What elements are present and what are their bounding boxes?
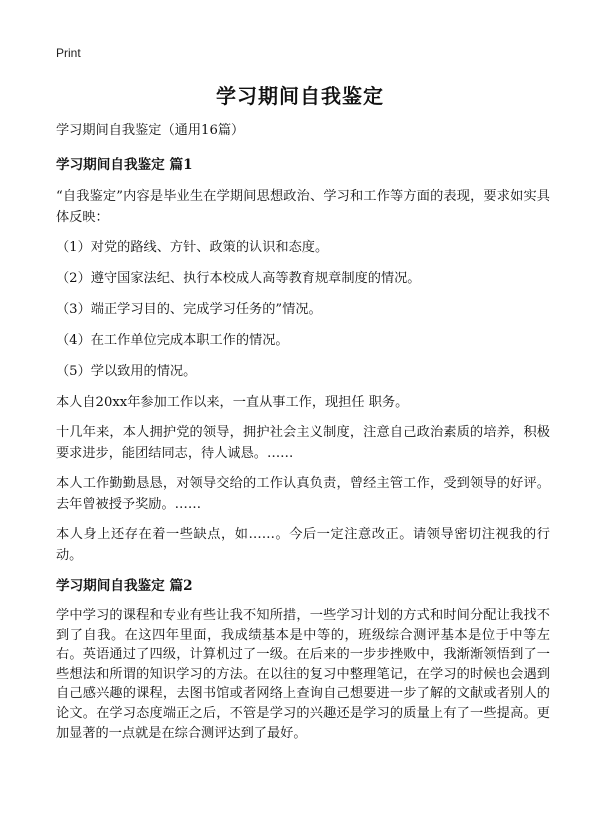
list-item: （3）端正学习目的、完成学习任务的”情况。 (56, 302, 322, 317)
paragraph: 十几年来，本人拥护党的领导，拥护社会主义制度，注意自己政治素质的培养，积极要求进步，能团结同志，待人诚恳。…… (56, 425, 550, 461)
section-heading: 学习期间自我鉴定 篇2 (56, 578, 193, 594)
paragraph: “自我鉴定”内容是毕业生在学期间思想政治、学习和工作等方面的表现，要求如实具体反映： (56, 189, 550, 225)
section-2 (56, 576, 550, 743)
document-title: 学习期间自我鉴定 (216, 84, 384, 108)
list-item: （4）在工作单位完成本职工作的情况。 (56, 333, 289, 348)
document-body (56, 120, 550, 752)
paragraph: 本人身上还存在着一些缺点，如……。今后一定注意改正。请领导密切注视我的行动。 (56, 527, 550, 563)
list-item: （5）学以致用的情况。 (56, 364, 197, 379)
list-item: （2）遵守国家法纪、执行本校成人高等教育规章制度的情况。 (56, 271, 421, 286)
paragraph: 本人自20xx年参加工作以来，一直从事工作，现担任 职务。 (56, 395, 409, 410)
list-item: （1）对党的路线、方针、政策的认识和态度。 (56, 240, 329, 255)
section-heading: 学习期间自我鉴定 篇1 (56, 157, 193, 173)
document-subtitle: 学习期间自我鉴定（通用16篇） (56, 123, 245, 138)
section-1 (56, 155, 550, 566)
paragraph: 学中学习的课程和专业有些让我不知所措，一些学习计划的方式和时间分配让我找不到了自我。在这四年里面，我成绩基本是中等的，班级综合测评基本是位于中等左右。英语通过了四级，计算机过了一级。在后来的一步步挫败中，我渐渐领悟到了一些想法和所谓的知识学习的方法。在以往的复习中整理笔记，在学习的时候也会遇到自己感兴趣的课程，去图书馆或者网络上查询自己想要进一步了解的文献或者别人的论文。在学习态度端正之后，不管是学习的兴趣还是学习的质量上有了一些提高。更加显著的一点就是在综合测评达到了最好。 (56, 608, 550, 741)
print-link[interactable]: Print (56, 46, 81, 60)
paragraph: 本人工作勤勤恳恳，对领导交给的工作认真负责，曾经主管工作，受到领导的好评。去年曾被授予奖励。…… (56, 476, 550, 512)
